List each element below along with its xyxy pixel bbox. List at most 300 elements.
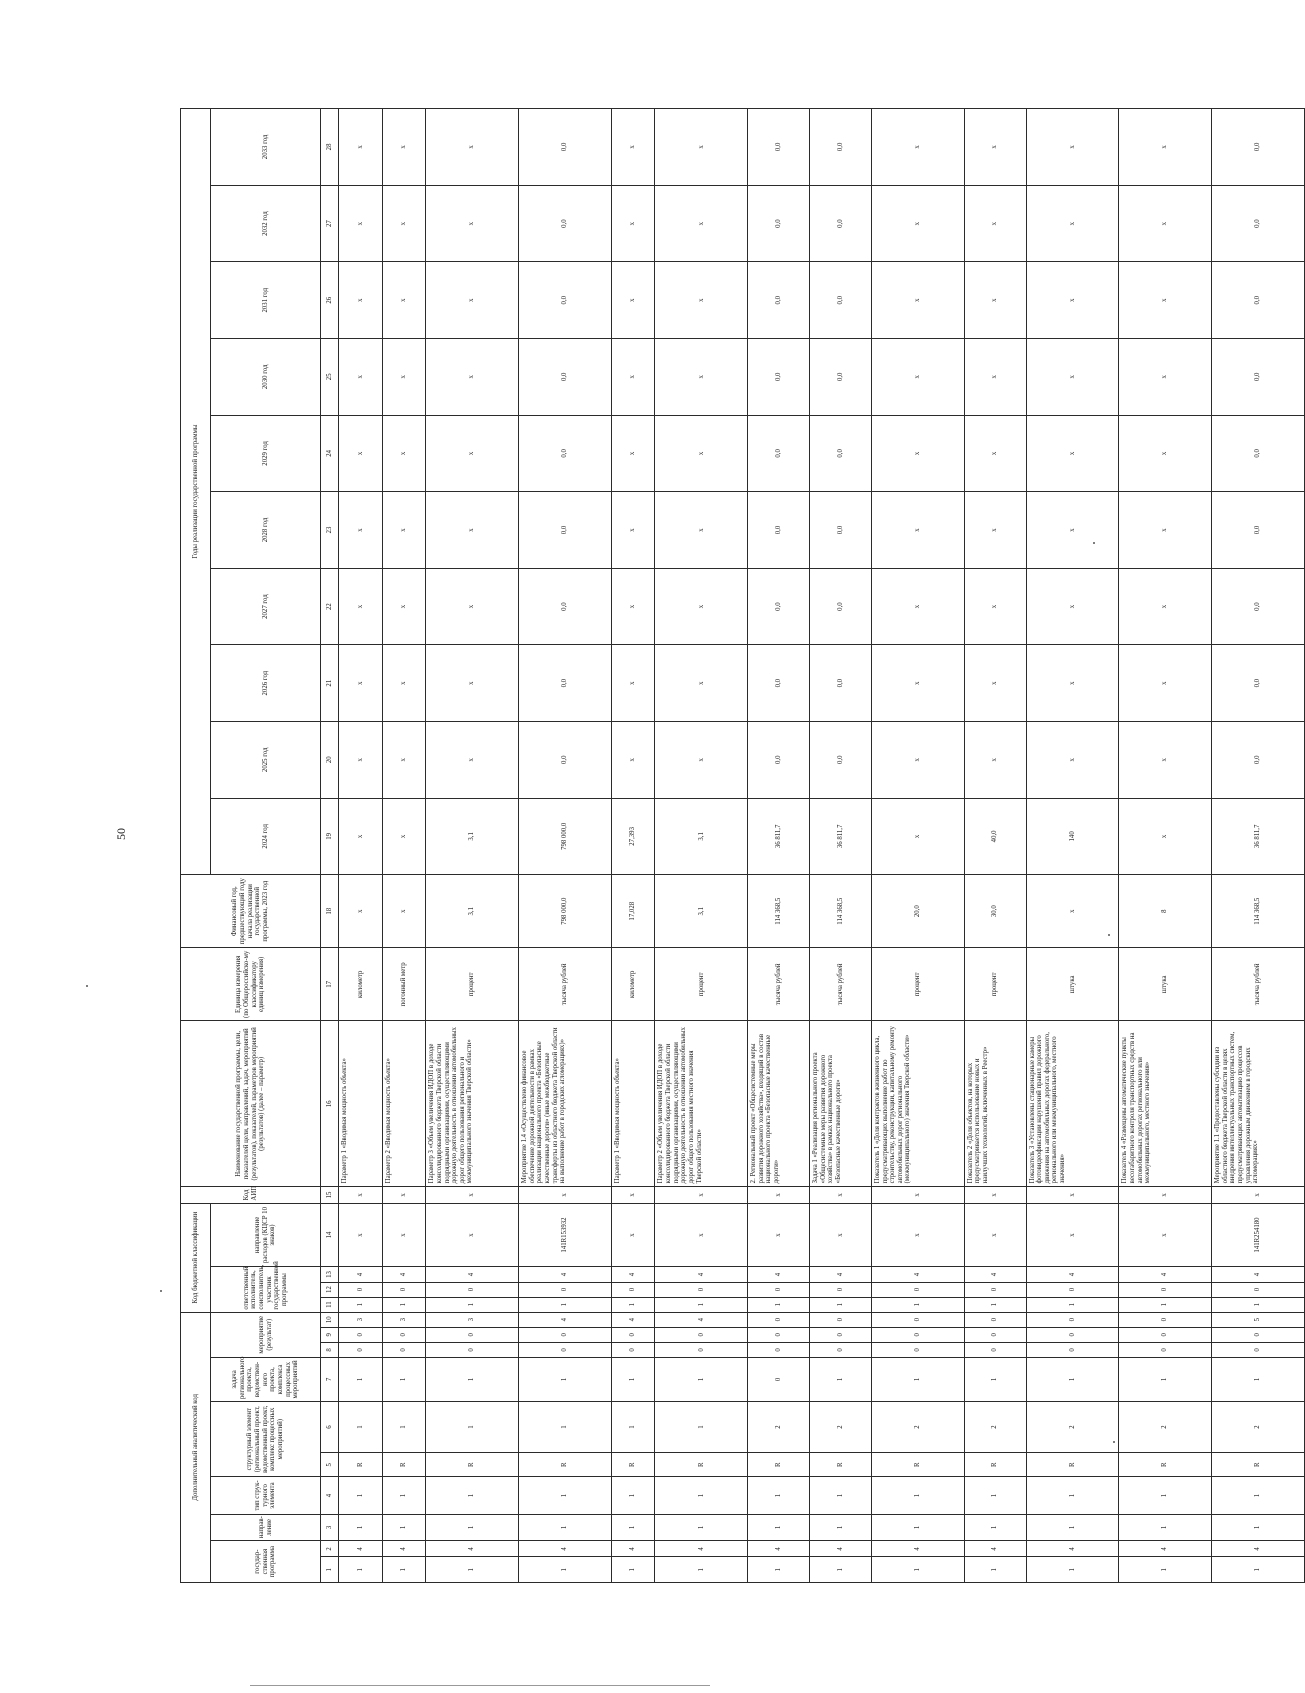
code-cell: 2 xyxy=(810,1402,872,1453)
code-cell: 4 xyxy=(964,1541,1026,1557)
code-cell: 0 xyxy=(655,1342,748,1357)
code-cell: 1 xyxy=(871,1557,964,1583)
code-cell: 0 xyxy=(611,1282,655,1297)
scan-edge-noise xyxy=(250,1685,710,1686)
code-cell: 1 xyxy=(426,1297,519,1312)
year-value-cell: x xyxy=(871,645,964,722)
year-value-cell: x xyxy=(339,721,383,798)
header-year-7: 2030 год xyxy=(211,339,321,416)
kcsr-cell: x xyxy=(382,1203,426,1267)
year-value-cell: 0,0 xyxy=(1212,415,1305,492)
column-number: 18 xyxy=(321,875,339,948)
code-cell: 1 xyxy=(1119,1514,1212,1541)
header-aip-code: Код АИП xyxy=(181,1187,321,1203)
year-value-cell: 0,0 xyxy=(519,645,612,722)
code-cell: 1 xyxy=(655,1297,748,1312)
code-cell: 4 xyxy=(382,1267,426,1282)
year-value-cell: 27,393 xyxy=(611,798,655,875)
column-number: 8 xyxy=(321,1342,339,1357)
fin-year-cell: 30,0 xyxy=(964,875,1026,948)
code-cell: 0 xyxy=(339,1282,383,1297)
year-value-cell: x xyxy=(1119,109,1212,186)
header-years-group: Годы реализации государственной программы xyxy=(181,109,211,875)
aip-cell: x xyxy=(871,1187,964,1203)
code-cell: 0 xyxy=(810,1327,872,1342)
unit-cell: процент xyxy=(655,948,748,1021)
year-value-cell: x xyxy=(426,185,519,262)
unit-cell: процент xyxy=(871,948,964,1021)
year-value-cell: 0,0 xyxy=(519,109,612,186)
aip-cell: x xyxy=(1026,1187,1119,1203)
year-value-cell: x xyxy=(1026,185,1119,262)
year-value-cell: 0,0 xyxy=(748,185,810,262)
code-cell: R xyxy=(1119,1453,1212,1477)
year-value-cell: 0,0 xyxy=(1212,645,1305,722)
column-number: 4 xyxy=(321,1477,339,1514)
code-cell: 1 xyxy=(611,1514,655,1541)
year-value-cell: x xyxy=(611,262,655,339)
year-value-cell: x xyxy=(1119,415,1212,492)
year-value-cell: 0,0 xyxy=(519,492,612,569)
code-cell: 4 xyxy=(1119,1541,1212,1557)
header-year-4: 2027 год xyxy=(211,568,321,645)
year-value-cell: x xyxy=(339,492,383,569)
code-cell: 0 xyxy=(655,1282,748,1297)
fin-year-cell: 114 368,5 xyxy=(748,875,810,948)
code-cell: 1 xyxy=(748,1557,810,1583)
column-number: 19 xyxy=(321,798,339,875)
year-value-cell: x xyxy=(1119,721,1212,798)
header-direction: направ-ление xyxy=(211,1514,321,1541)
year-value-cell: x xyxy=(1026,645,1119,722)
code-cell: 4 xyxy=(1212,1267,1305,1282)
code-cell: 4 xyxy=(1212,1541,1305,1557)
year-value-cell: x xyxy=(426,568,519,645)
code-cell: 4 xyxy=(810,1267,872,1282)
table-row xyxy=(1119,109,1212,1583)
year-value-cell: x xyxy=(611,415,655,492)
aip-cell: x xyxy=(1119,1187,1212,1203)
code-cell: 0 xyxy=(871,1327,964,1342)
code-cell: 1 xyxy=(1026,1297,1119,1312)
code-cell: 4 xyxy=(426,1541,519,1557)
code-cell: 0 xyxy=(1119,1327,1212,1342)
code-cell: 1 xyxy=(426,1514,519,1541)
code-cell: 0 xyxy=(339,1327,383,1342)
code-cell: 3 xyxy=(426,1312,519,1327)
code-cell: 0 xyxy=(748,1312,810,1327)
year-value-cell: x xyxy=(964,109,1026,186)
name-cell: Показатель 2 «Доля объектов, на которых предусматривается использование новых и наилучших технологий, включенных в Реестр» xyxy=(964,1021,1026,1187)
code-cell: 1 xyxy=(655,1514,748,1541)
code-cell: 1 xyxy=(871,1477,964,1514)
aip-cell: x xyxy=(964,1187,1026,1203)
year-value-cell: x xyxy=(655,721,748,798)
column-number: 13 xyxy=(321,1267,339,1282)
year-value-cell: x xyxy=(339,339,383,416)
code-cell: R xyxy=(748,1453,810,1477)
code-cell: 0 xyxy=(964,1312,1026,1327)
column-number: 14 xyxy=(321,1203,339,1267)
column-number: 16 xyxy=(321,1021,339,1187)
code-cell: 4 xyxy=(339,1541,383,1557)
column-number: 2 xyxy=(321,1541,339,1557)
year-value-cell: x xyxy=(964,645,1026,722)
kcsr-cell: x xyxy=(810,1203,872,1267)
code-cell: 0 xyxy=(1119,1342,1212,1357)
code-cell: 5 xyxy=(1212,1312,1305,1327)
year-value-cell: 0,0 xyxy=(1212,185,1305,262)
aip-cell: x xyxy=(426,1187,519,1203)
code-cell: 1 xyxy=(339,1402,383,1453)
code-cell: 4 xyxy=(871,1267,964,1282)
year-value-cell: x xyxy=(611,339,655,416)
code-cell: 2 xyxy=(1119,1402,1212,1453)
kcsr-cell: x xyxy=(871,1203,964,1267)
code-cell: 0 xyxy=(519,1282,612,1297)
scan-speck xyxy=(1093,542,1095,544)
code-cell: 0 xyxy=(1119,1282,1212,1297)
year-value-cell: x xyxy=(382,109,426,186)
year-value-cell: x xyxy=(871,185,964,262)
aip-cell: x xyxy=(611,1187,655,1203)
year-value-cell: x xyxy=(1026,262,1119,339)
year-value-cell: x xyxy=(1119,568,1212,645)
code-cell: 1 xyxy=(1212,1357,1305,1401)
code-cell: 1 xyxy=(748,1477,810,1514)
year-value-cell: x xyxy=(1119,339,1212,416)
year-value-cell: x xyxy=(964,415,1026,492)
unit-cell: тысяча рублей xyxy=(810,948,872,1021)
header-year-1: 2024 год xyxy=(211,798,321,875)
kcsr-cell: x xyxy=(748,1203,810,1267)
year-value-cell: x xyxy=(1026,415,1119,492)
year-value-cell: 36 811,7 xyxy=(810,798,872,875)
header-year-5: 2028 год xyxy=(211,492,321,569)
table-row xyxy=(611,109,655,1583)
code-cell: 4 xyxy=(655,1312,748,1327)
year-value-cell: 0,0 xyxy=(519,185,612,262)
code-cell: 0 xyxy=(748,1342,810,1357)
year-value-cell: 0,0 xyxy=(519,568,612,645)
aip-cell: x xyxy=(339,1187,383,1203)
year-value-cell: x xyxy=(382,798,426,875)
year-value-cell: x xyxy=(655,568,748,645)
code-cell: 4 xyxy=(964,1267,1026,1282)
unit-cell: тысяча рублей xyxy=(748,948,810,1021)
header-dak-group: Дополнительный аналитический код xyxy=(181,1312,211,1582)
code-cell: 1 xyxy=(810,1297,872,1312)
code-cell: 1 xyxy=(611,1357,655,1401)
code-cell: 0 xyxy=(810,1312,872,1327)
unit-cell: процент xyxy=(964,948,1026,1021)
program-table xyxy=(180,108,1305,1583)
column-number: 17 xyxy=(321,948,339,1021)
year-value-cell: x xyxy=(655,185,748,262)
code-cell: 0 xyxy=(426,1282,519,1297)
year-value-cell: 0,0 xyxy=(519,339,612,416)
code-cell: 1 xyxy=(964,1477,1026,1514)
year-value-cell: x xyxy=(382,415,426,492)
code-cell: 1 xyxy=(339,1557,383,1583)
code-cell: 1 xyxy=(382,1557,426,1583)
kcsr-cell: x xyxy=(611,1203,655,1267)
unit-cell: штука xyxy=(1026,948,1119,1021)
year-value-cell: x xyxy=(964,262,1026,339)
code-cell: R xyxy=(1026,1453,1119,1477)
name-cell: Показатель 1 «Доля контрактов жизненного цикла, предусматривающих выполнение работ по строительству, реконструкции, капитальному ремонту автомобильных дорог регионального (межмуниципального) значения Тверской области» xyxy=(871,1021,964,1187)
header-year-3: 2026 год xyxy=(211,645,321,722)
fin-year-cell: x xyxy=(1026,875,1119,948)
year-value-cell: x xyxy=(1119,645,1212,722)
code-cell: 0 xyxy=(1026,1327,1119,1342)
name-cell: Мероприятие 1.1 «Предоставлены субсидии из областного бюджета Тверской области в целях внедрения интеллектуальных транспортных систем, предусматривающих автоматизацию процессов управления дорожным движением в городских агломерациях» xyxy=(1212,1021,1305,1187)
code-cell: 0 xyxy=(519,1327,612,1342)
year-value-cell: 0,0 xyxy=(1212,568,1305,645)
name-cell: Параметр 1 «Вводимая мощность объекта» xyxy=(611,1021,655,1187)
code-cell: 4 xyxy=(1026,1267,1119,1282)
year-value-cell: x xyxy=(1026,721,1119,798)
name-cell: Параметр 2 «Объем увеличения ИДОП в доходе консолидированного бюджета Тверской области подрядными организациями, осуществляющими дорожную деятельность в отношении автомобильных дорог общего пользования местного значения Тверской области» xyxy=(655,1021,748,1187)
table-row xyxy=(519,109,612,1583)
scan-speck xyxy=(1108,934,1110,936)
year-value-cell: x xyxy=(382,721,426,798)
code-cell: 1 xyxy=(655,1477,748,1514)
year-value-cell: x xyxy=(426,339,519,416)
year-value-cell: 3,1 xyxy=(655,798,748,875)
code-cell: 1 xyxy=(1212,1297,1305,1312)
code-cell: 1 xyxy=(1119,1357,1212,1401)
code-cell: 1 xyxy=(810,1477,872,1514)
year-value-cell: x xyxy=(382,568,426,645)
year-value-cell: 0,0 xyxy=(1212,262,1305,339)
year-value-cell: x xyxy=(964,721,1026,798)
code-cell: 0 xyxy=(611,1327,655,1342)
year-value-cell: x xyxy=(611,109,655,186)
fin-year-cell: 17,028 xyxy=(611,875,655,948)
code-cell: 1 xyxy=(426,1557,519,1583)
code-cell: 0 xyxy=(964,1327,1026,1342)
column-number: 1 xyxy=(321,1557,339,1583)
kcsr-cell: x xyxy=(655,1203,748,1267)
year-value-cell: 0,0 xyxy=(748,721,810,798)
scan-speck xyxy=(86,985,88,987)
code-cell: 0 xyxy=(1026,1282,1119,1297)
column-number-row xyxy=(321,109,339,1583)
code-cell: 1 xyxy=(382,1297,426,1312)
code-cell: R xyxy=(810,1453,872,1477)
year-value-cell: 3,1 xyxy=(426,798,519,875)
code-cell: 0 xyxy=(655,1327,748,1342)
year-value-cell: 0,0 xyxy=(519,262,612,339)
year-value-cell: x xyxy=(426,262,519,339)
year-value-cell: x xyxy=(655,415,748,492)
year-value-cell: x xyxy=(339,798,383,875)
header-executor: ответственный исполнитель, соисполнитель, участник государственной программы xyxy=(211,1267,321,1312)
year-value-cell: x xyxy=(655,339,748,416)
year-value-cell: x xyxy=(382,645,426,722)
column-number: 6 xyxy=(321,1402,339,1453)
code-cell: 1 xyxy=(382,1402,426,1453)
code-cell: 1 xyxy=(810,1557,872,1583)
code-cell: 0 xyxy=(1212,1327,1305,1342)
year-value-cell: x xyxy=(382,339,426,416)
code-cell: 1 xyxy=(964,1357,1026,1401)
code-cell: 4 xyxy=(382,1541,426,1557)
code-cell: R xyxy=(964,1453,1026,1477)
kcsr-cell: 141R153932 xyxy=(519,1203,612,1267)
kcsr-cell: x xyxy=(1119,1203,1212,1267)
code-cell: 2 xyxy=(871,1402,964,1453)
year-value-cell: 0,0 xyxy=(810,415,872,492)
unit-cell: километр xyxy=(339,948,383,1021)
header-year-6: 2029 год xyxy=(211,415,321,492)
kcsr-cell: x xyxy=(964,1203,1026,1267)
year-value-cell: 0,0 xyxy=(810,568,872,645)
code-cell: 1 xyxy=(611,1477,655,1514)
year-value-cell: 0,0 xyxy=(810,492,872,569)
code-cell: 3 xyxy=(382,1312,426,1327)
code-cell: 1 xyxy=(1212,1514,1305,1541)
year-value-cell: 0,0 xyxy=(1212,721,1305,798)
header-row xyxy=(211,109,306,1583)
fin-year-cell: x xyxy=(382,875,426,948)
year-value-cell: 0,0 xyxy=(519,721,612,798)
year-value-cell: 0,0 xyxy=(1212,492,1305,569)
code-cell: 1 xyxy=(519,1514,612,1541)
year-value-cell: 0,0 xyxy=(748,492,810,569)
code-cell: 0 xyxy=(810,1282,872,1297)
code-cell: 2 xyxy=(1026,1402,1119,1453)
fin-year-cell: 20,0 xyxy=(871,875,964,948)
year-value-cell: 0,0 xyxy=(810,339,872,416)
year-value-cell: x xyxy=(426,721,519,798)
column-number: 3 xyxy=(321,1514,339,1541)
code-cell: 0 xyxy=(519,1342,612,1357)
aip-cell: x xyxy=(748,1187,810,1203)
year-value-cell: x xyxy=(964,568,1026,645)
header-structure-type: тип струк-турного элемента xyxy=(211,1477,321,1514)
code-cell: 1 xyxy=(810,1357,872,1401)
header-name: Наименование государственной программы, цели, показателей цели, направлений, задач, мероприятий (результатов), показателей, параметров мероприятий (результатов) (далее – параметр) xyxy=(181,1021,321,1187)
code-cell: 1 xyxy=(611,1557,655,1583)
code-cell: 0 xyxy=(426,1327,519,1342)
year-value-cell: 0,0 xyxy=(748,568,810,645)
year-value-cell: x xyxy=(1119,492,1212,569)
code-cell: 0 xyxy=(1026,1312,1119,1327)
header-year-8: 2031 год xyxy=(211,262,321,339)
name-cell: 2. Региональный проект «Общесистемные меры развития дорожного хозяйства», входящий в состав национального проекта «Безопасные качественные дороги» xyxy=(748,1021,810,1187)
year-value-cell: 0,0 xyxy=(810,109,872,186)
year-value-cell: x xyxy=(655,645,748,722)
code-cell: 0 xyxy=(748,1327,810,1342)
header-structure-element: структурный элемент (региональный проект, ведомственный проект, комплекс процессных мероприятий) xyxy=(211,1402,321,1477)
code-cell: 4 xyxy=(611,1312,655,1327)
fin-year-cell: 798 000,0 xyxy=(519,875,612,948)
aip-cell: x xyxy=(1212,1187,1305,1203)
code-cell: 1 xyxy=(964,1557,1026,1583)
code-cell: 1 xyxy=(655,1402,748,1453)
column-number: 23 xyxy=(321,492,339,569)
code-cell: 1 xyxy=(964,1514,1026,1541)
year-value-cell: x xyxy=(871,109,964,186)
code-cell: 1 xyxy=(1212,1557,1305,1583)
code-cell: 4 xyxy=(611,1541,655,1557)
code-cell: 1 xyxy=(810,1514,872,1541)
header-year-9: 2032 год xyxy=(211,185,321,262)
year-value-cell: x xyxy=(382,492,426,569)
fin-year-cell: 114 368,5 xyxy=(810,875,872,948)
year-value-cell: x xyxy=(382,185,426,262)
column-number: 24 xyxy=(321,415,339,492)
year-value-cell: x xyxy=(871,339,964,416)
table-row xyxy=(339,109,383,1583)
code-cell: 1 xyxy=(964,1297,1026,1312)
code-cell: 1 xyxy=(426,1477,519,1514)
code-cell: 3 xyxy=(339,1312,383,1327)
code-cell: 4 xyxy=(339,1267,383,1282)
code-cell: R xyxy=(871,1453,964,1477)
header-year-2: 2025 год xyxy=(211,721,321,798)
header-program: государ-ственная программа xyxy=(211,1541,321,1583)
code-cell: 4 xyxy=(1026,1541,1119,1557)
unit-cell: погонный метр xyxy=(382,948,426,1021)
code-cell: 1 xyxy=(519,1557,612,1583)
year-value-cell: 0,0 xyxy=(810,185,872,262)
code-cell: 4 xyxy=(748,1541,810,1557)
year-value-cell: x xyxy=(1026,492,1119,569)
table-row xyxy=(964,109,1026,1583)
scan-speck xyxy=(160,1290,162,1292)
table-row xyxy=(871,109,964,1583)
code-cell: 1 xyxy=(382,1477,426,1514)
code-cell: 1 xyxy=(519,1477,612,1514)
year-value-cell: x xyxy=(655,262,748,339)
column-number: 11 xyxy=(321,1297,339,1312)
header-task: задача регионального проекта, ведомствен-ного проекта, комплекса процессных мероприятий xyxy=(211,1357,321,1401)
year-value-cell: x xyxy=(1026,109,1119,186)
year-value-cell: x xyxy=(339,568,383,645)
year-value-cell: 0,0 xyxy=(1212,339,1305,416)
year-value-cell: x xyxy=(871,798,964,875)
year-value-cell: x xyxy=(1026,568,1119,645)
code-cell: 1 xyxy=(1026,1557,1119,1583)
code-cell: R xyxy=(339,1453,383,1477)
year-value-cell: 0,0 xyxy=(519,415,612,492)
code-cell: 1 xyxy=(1119,1477,1212,1514)
code-cell: 1 xyxy=(1026,1357,1119,1401)
year-value-cell: 0,0 xyxy=(748,109,810,186)
code-cell: 1 xyxy=(1026,1477,1119,1514)
code-cell: 1 xyxy=(339,1357,383,1401)
code-cell: 4 xyxy=(748,1267,810,1282)
scan-speck xyxy=(1113,1441,1115,1443)
column-number: 5 xyxy=(321,1453,339,1477)
page-number: 50 xyxy=(114,828,128,840)
code-cell: R xyxy=(611,1453,655,1477)
code-cell: 4 xyxy=(519,1312,612,1327)
header-row xyxy=(181,109,211,1583)
aip-cell: x xyxy=(810,1187,872,1203)
code-cell: 0 xyxy=(1119,1312,1212,1327)
header-kbk-group: Код бюджетной классификации xyxy=(181,1203,211,1312)
code-cell: 1 xyxy=(1119,1557,1212,1583)
year-value-cell: 798 000,0 xyxy=(519,798,612,875)
year-value-cell: x xyxy=(611,568,655,645)
year-value-cell: 36 811,7 xyxy=(1212,798,1305,875)
code-cell: 4 xyxy=(871,1541,964,1557)
code-cell: 4 xyxy=(810,1541,872,1557)
